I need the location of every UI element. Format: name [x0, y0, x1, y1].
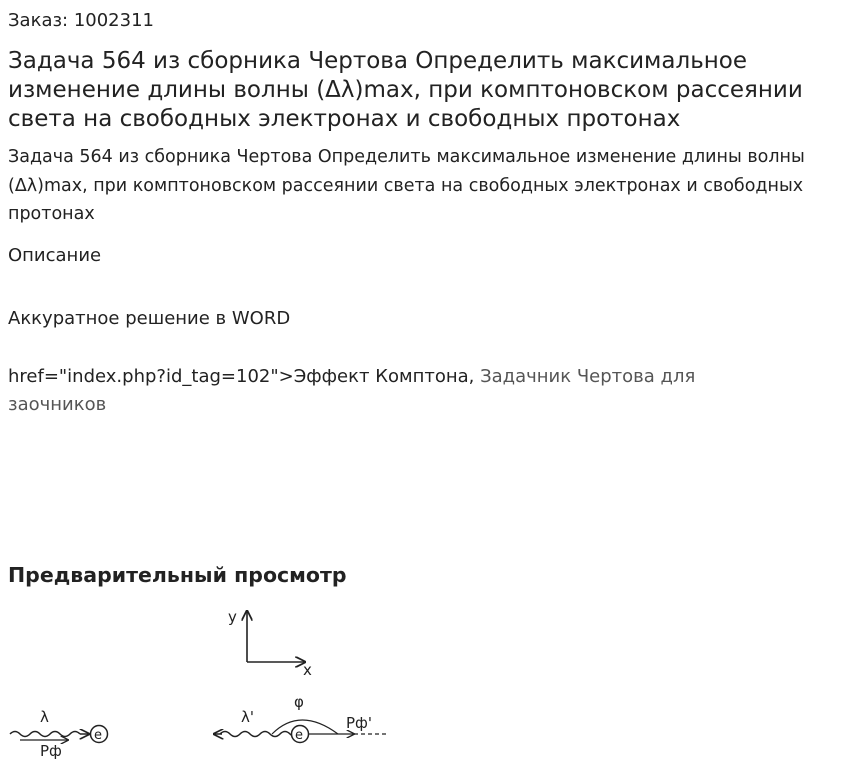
- incident-wave-icon: [10, 732, 80, 737]
- angle-label: φ: [294, 693, 304, 711]
- scattered-wavelength-label: λ': [241, 708, 255, 726]
- tag-compton-text: href="index.php?id_tag=102">Эффект Комптона,: [8, 366, 481, 387]
- scattered-momentum-label: Pф': [346, 714, 372, 732]
- electron-right-label: e: [295, 728, 303, 743]
- page-title: Задача 564 из сборника Чертова Определить максимальное изменение длины волны (Δλ)max, при комптоновском рассеянии света на свободных электронах и свободных протонах: [8, 48, 803, 132]
- coordinate-axes: [228, 608, 312, 679]
- incident-momentum-label: Pф: [40, 742, 62, 760]
- incident-wavelength-label: λ: [40, 708, 49, 726]
- preview-heading: Предварительный просмотр: [8, 563, 347, 587]
- description-heading: Описание: [8, 245, 102, 266]
- scattered-wave-icon: [220, 732, 300, 737]
- scattered-photon: [214, 693, 386, 743]
- description-text: Аккуратное решение в WORD: [8, 308, 291, 329]
- electron-left-label: e: [94, 728, 102, 743]
- tags-line: [8, 363, 778, 419]
- tag-link-chertov[interactable]: Задачник Чертова для заочников: [8, 366, 696, 415]
- incident-photon: [10, 708, 108, 760]
- y-axis-label: y: [228, 608, 237, 626]
- preview-diagram: [8, 600, 408, 766]
- order-number: Заказ: 1002311: [8, 10, 154, 31]
- task-summary: Задача 564 из сборника Чертова Определить максимальное изменение длины волны (Δλ)max, при комптоновском рассеянии света на свободных электронах и свободных протонах: [8, 147, 805, 224]
- x-axis-label: x: [303, 661, 312, 679]
